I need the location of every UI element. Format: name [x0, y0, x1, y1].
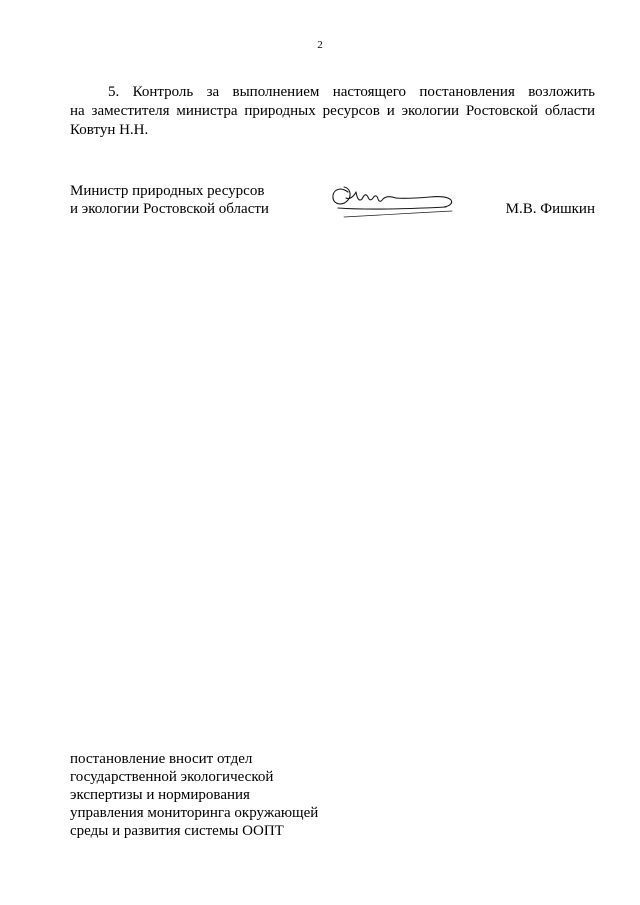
clause-first-line: 5. Контроль за выполнением настоящего постановления возложить [108, 84, 595, 100]
footer-line-1: постановление вносит отдел [70, 751, 253, 767]
signature-block [70, 182, 595, 242]
signer-position-line-2: и экологии Ростовской области [70, 201, 269, 217]
page-number: 2 [317, 39, 323, 51]
signer-position [70, 182, 269, 218]
footer-note [70, 750, 370, 840]
footer-line-3: экспертизы и нормирования [70, 787, 250, 803]
clause-paragraph [70, 83, 595, 140]
footer-line-2: государственной экологической [70, 769, 274, 785]
signer-position-line-1: Министр природных ресурсов [70, 183, 265, 199]
handwritten-signature [326, 178, 461, 228]
clause-rest: на заместителя министра природных ресурсов и экологии Ростовской области Ковтун Н.Н. [70, 103, 595, 138]
signer-name: М.В. Фишкин [505, 201, 595, 217]
footer-line-4: управления мониторинга окружающей [70, 805, 319, 821]
footer-line-5: среды и развития системы ООПТ [70, 823, 284, 839]
